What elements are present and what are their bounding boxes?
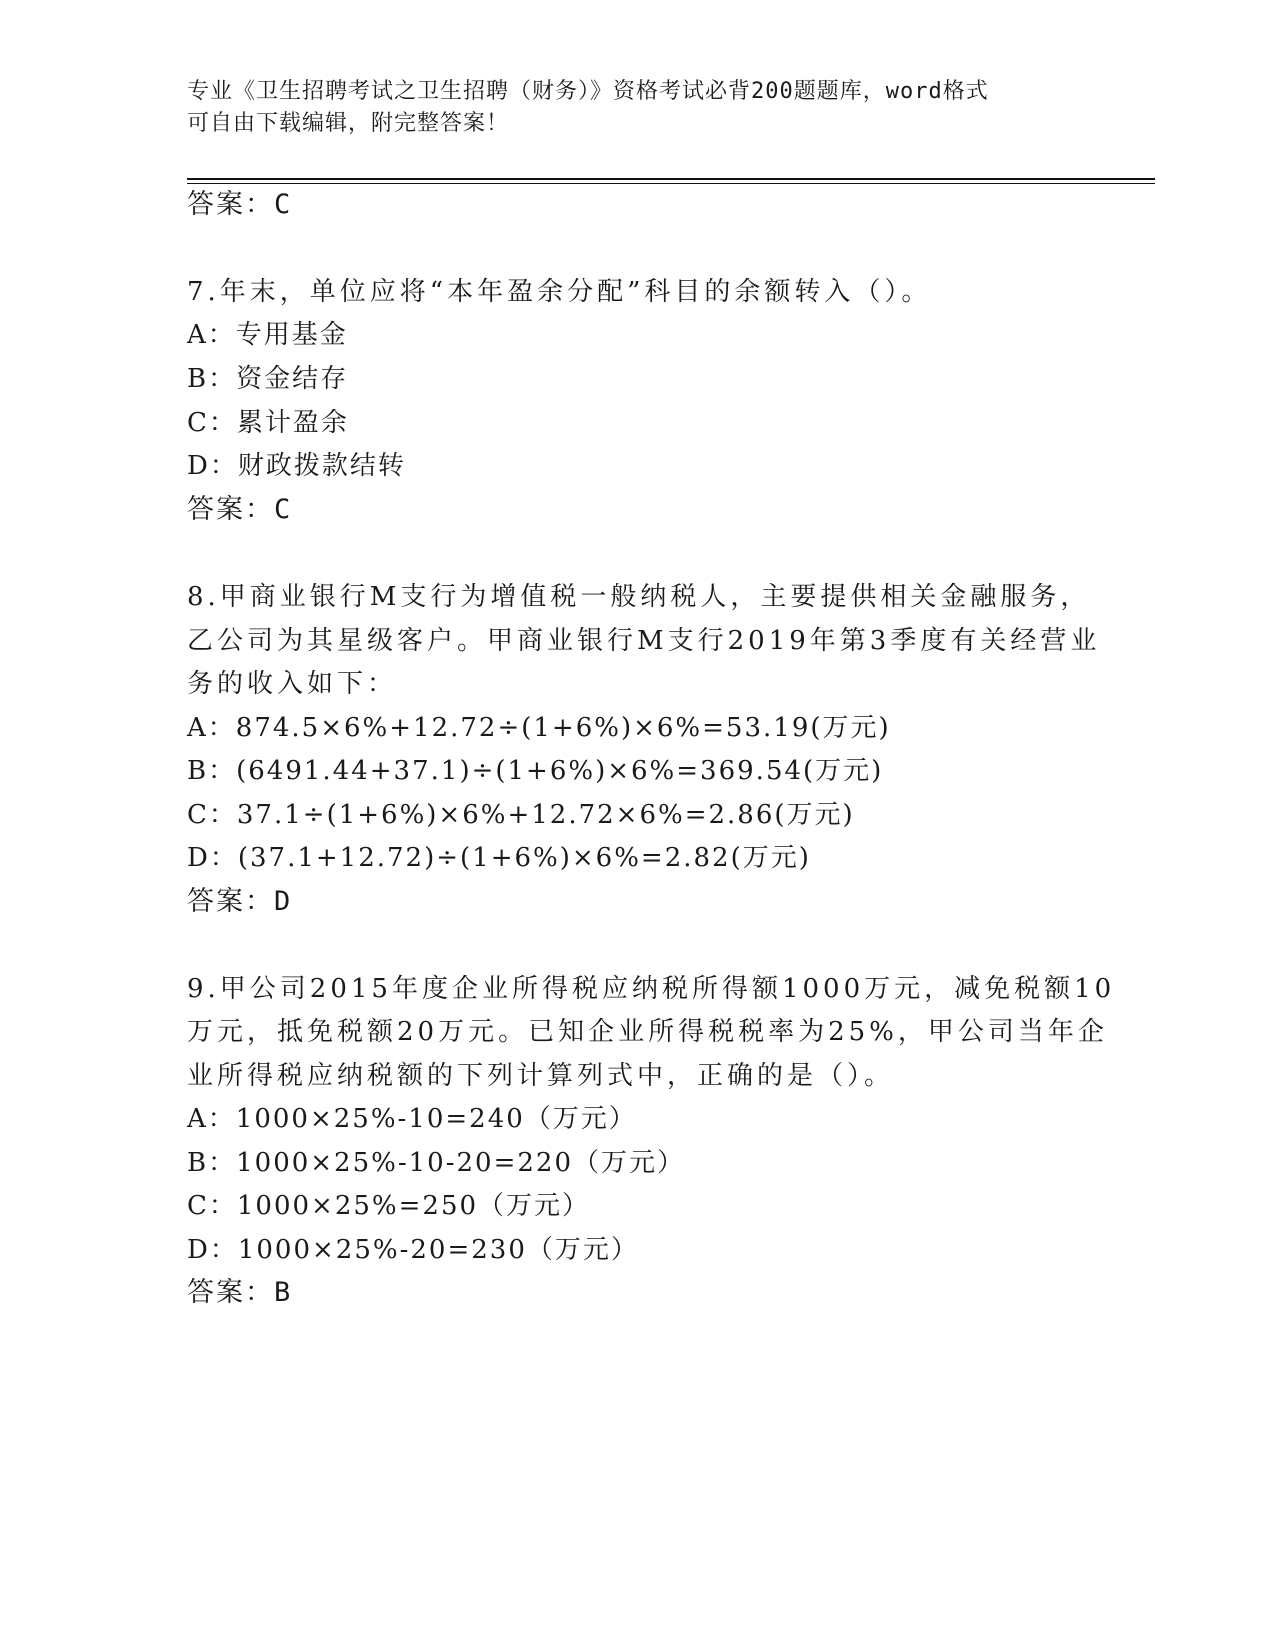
question-8-stem-line-1: 8.甲商业银行M支行为增值税一般纳税人，主要提供相关金融服务，	[187, 582, 1091, 612]
question-7-answer: 答案：C	[187, 494, 293, 525]
question-8-option-b: B：(6491.44+37.1)÷(1+6%)×6%=369.54(万元)	[187, 756, 884, 786]
question-8-option-a: A：874.5×6%+12.72÷(1+6%)×6%=53.19(万元)	[187, 713, 891, 743]
question-8-option-c: C：37.1÷(1+6%)×6%+12.72×6%=2.86(万元)	[187, 800, 855, 830]
question-9-answer: 答案：B	[187, 1277, 293, 1308]
question-8-stem-line-2: 乙公司为其星级客户。甲商业银行M支行2019年第3季度有关经营业	[187, 626, 1101, 656]
question-7-option-d: D：财政拨款结转	[187, 451, 406, 481]
question-9-stem-line-1: 9.甲公司2015年度企业所得税应纳税所得额1000万元，减免税额10	[187, 974, 1116, 1004]
question-7-stem: 7.年末，单位应将“本年盈余分配”科目的余额转入（）。	[187, 277, 932, 307]
question-9-option-a: A：1000×25%-10=240（万元）	[187, 1104, 637, 1134]
document-header	[187, 76, 1067, 140]
question-9-stem-line-3: 业所得税应纳税额的下列计算列式中，正确的是（）。	[187, 1061, 895, 1091]
question-8-answer: 答案：D	[187, 886, 293, 917]
question-7-option-c: C：累计盈余	[187, 408, 349, 438]
question-9-option-c: C：1000×25%=250（万元）	[187, 1191, 591, 1221]
question-9-option-b: B：1000×25%-10-20=220（万元）	[187, 1148, 685, 1178]
question-8-option-d: D：(37.1+12.72)÷(1+6%)×6%=2.82(万元)	[187, 843, 811, 873]
question-7-option-a: A：专用基金	[187, 320, 348, 350]
question-9-stem-line-2: 万元，抵免税额20万元。已知企业所得税税率为25%，甲公司当年企	[187, 1017, 1108, 1047]
question-8-stem-line-3: 务的收入如下：	[187, 669, 398, 699]
header-divider-thick	[187, 178, 1155, 180]
question-7-option-b: B：资金结存	[187, 364, 349, 394]
header-title-line-1: 专业《卫生招聘考试之卫生招聘（财务）》资格考试必背200题题库，word格式	[187, 79, 989, 104]
previous-answer: 答案：C	[187, 189, 293, 220]
question-9-option-d: D：1000×25%-20=230（万元）	[187, 1235, 639, 1265]
header-divider-thin	[187, 183, 1155, 184]
header-title-line-2: 可自由下载编辑，附完整答案！	[187, 111, 510, 136]
